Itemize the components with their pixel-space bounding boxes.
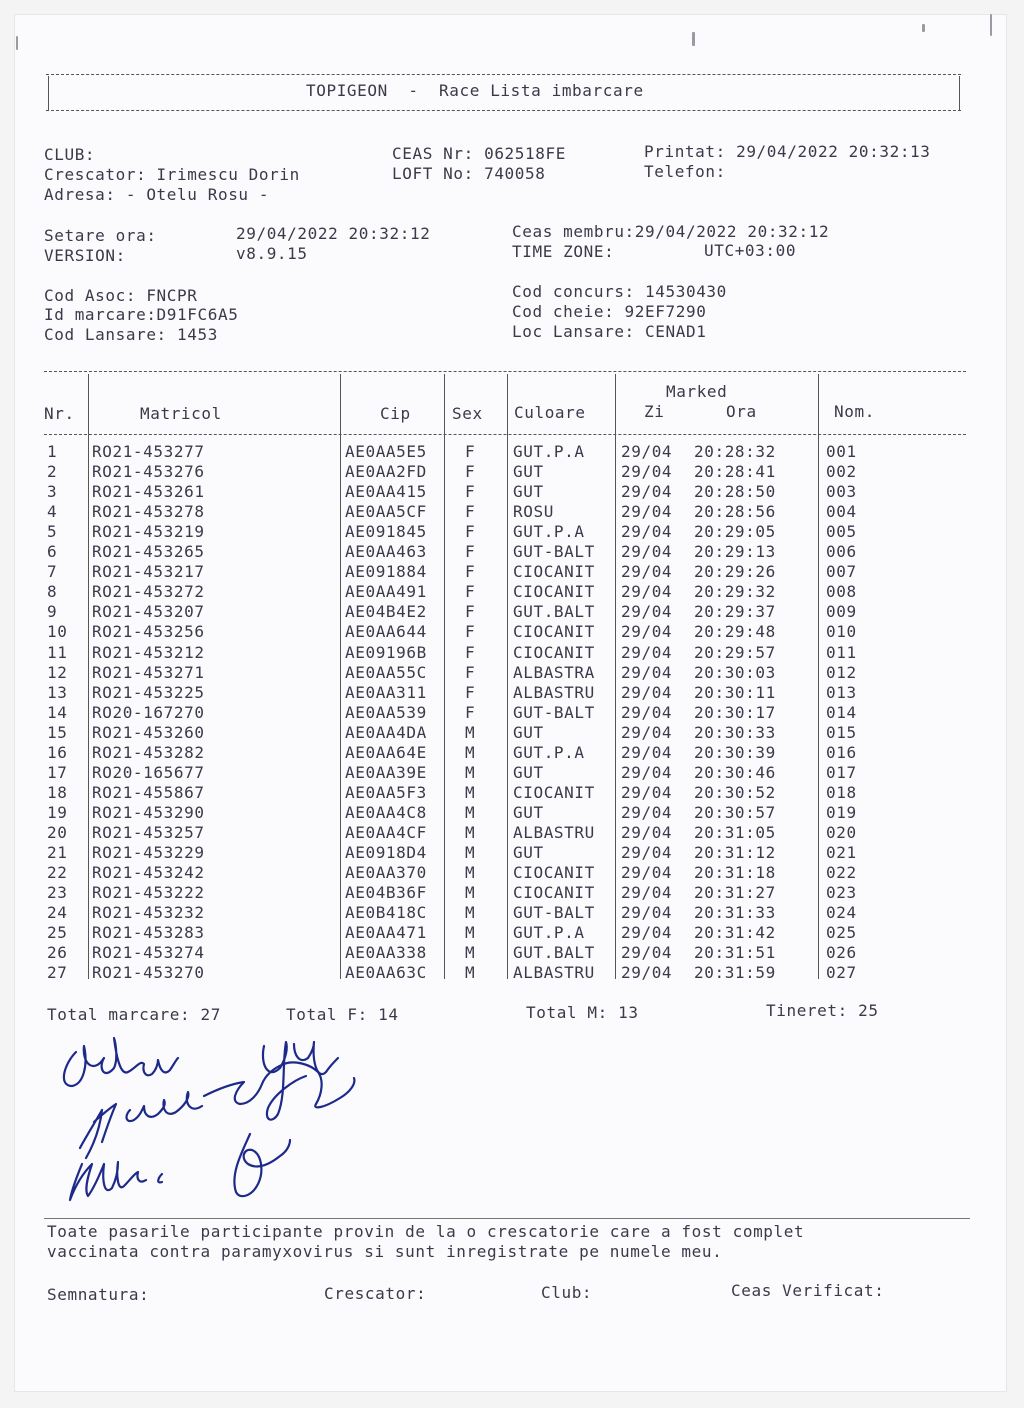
- cell-cip: AE0AA415: [345, 482, 427, 502]
- handwritten-signatures: [54, 1024, 374, 1214]
- cell-cip: AE0AA370: [345, 863, 427, 883]
- cell-zi: 29/04: [621, 562, 673, 582]
- header-left-border: [48, 76, 49, 110]
- cell-culoare: CIOCANIT: [513, 622, 595, 642]
- cell-sex: F: [465, 642, 476, 662]
- cell-matricol: RO21-453274: [92, 943, 205, 963]
- cell-cip: AE0B418C: [345, 903, 427, 923]
- table-row: [14, 582, 1007, 602]
- cell-ora: 20:29:26: [694, 562, 776, 582]
- cell-nr: 3: [47, 482, 58, 502]
- cell-sex: M: [465, 943, 476, 963]
- table-top-rule: [44, 371, 966, 372]
- crescator-info: Crescator: Irimescu Dorin: [44, 165, 300, 184]
- table-row: [14, 803, 1007, 823]
- col-header-cip: Cip: [380, 404, 411, 423]
- cell-culoare: CIOCANIT: [513, 642, 595, 662]
- cell-matricol: RO21-453276: [92, 462, 205, 482]
- col-header-nr: Nr.: [44, 404, 75, 423]
- cell-culoare: GUT.P.A: [513, 522, 585, 542]
- cell-zi: 29/04: [621, 542, 673, 562]
- cell-sex: M: [465, 822, 476, 842]
- cell-culoare: GUT: [513, 722, 544, 742]
- cell-culoare: CIOCANIT: [513, 582, 595, 602]
- cell-ora: 20:28:41: [694, 462, 776, 482]
- time-zone-value: UTC+03:00: [704, 241, 797, 260]
- cell-sex: F: [465, 462, 476, 482]
- cell-culoare: ROSU: [513, 502, 554, 522]
- cell-nom: 008: [826, 582, 857, 602]
- cell-cip: AE091884: [345, 562, 427, 582]
- cell-culoare: GUT.BALT: [513, 943, 595, 963]
- cell-nr: 14: [47, 702, 68, 722]
- cell-ora: 20:31:33: [694, 903, 776, 923]
- cell-nr: 7: [47, 562, 58, 582]
- cell-ora: 20:30:57: [694, 802, 776, 822]
- cell-matricol: RO21-453229: [92, 843, 205, 862]
- setare-ora-value: 29/04/2022 20:32:12: [236, 224, 431, 243]
- cell-sex: M: [465, 742, 476, 762]
- crescator-label: Crescator:: [324, 1284, 427, 1303]
- cell-matricol: RO21-453283: [92, 923, 205, 943]
- cell-nr: 11: [47, 642, 68, 662]
- ceas-verificat-label: Ceas Verificat:: [731, 1281, 885, 1300]
- cell-ora: 20:30:03: [694, 662, 776, 682]
- cell-zi: 29/04: [621, 662, 673, 682]
- cell-matricol: RO21-453261: [92, 482, 205, 502]
- cell-matricol: RO21-453217: [92, 562, 205, 582]
- cell-zi: 29/04: [621, 943, 673, 963]
- cell-cip: AE0AA63C: [345, 963, 427, 983]
- cell-cip: AE0AA4C8: [345, 802, 427, 822]
- cell-nr: 6: [47, 542, 58, 562]
- header-title: TOPIGEON - Race Lista imbarcare: [306, 81, 644, 100]
- cell-nom: 015: [826, 722, 857, 742]
- col-header-zi: Zi: [644, 402, 665, 421]
- cell-sex: F: [465, 542, 476, 562]
- table-row: [14, 622, 1007, 642]
- cell-ora: 20:29:37: [694, 602, 776, 622]
- cell-culoare: GUT.P.A: [513, 923, 585, 943]
- cell-nom: 021: [826, 843, 857, 862]
- header-right-border: [959, 76, 960, 110]
- cell-nom: 012: [826, 662, 857, 682]
- table-row: [14, 963, 1007, 983]
- cell-culoare: CIOCANIT: [513, 562, 595, 582]
- cell-matricol: RO21-453290: [92, 802, 205, 822]
- cell-nr: 22: [47, 863, 68, 883]
- cell-ora: 20:30:46: [694, 762, 776, 782]
- cell-sex: F: [465, 522, 476, 542]
- cell-matricol: RO21-453272: [92, 582, 205, 602]
- time-zone-label: TIME ZONE:: [512, 242, 615, 261]
- table-row: [14, 743, 1007, 763]
- table-row: [14, 723, 1007, 743]
- printat: Printat: 29/04/2022 20:32:13: [644, 142, 931, 161]
- cell-sex: M: [465, 802, 476, 822]
- cell-culoare: ALBASTRA: [513, 662, 595, 682]
- cell-cip: AE0AA5CF: [345, 502, 427, 522]
- cell-nr: 5: [47, 522, 58, 542]
- cell-nr: 24: [47, 903, 68, 923]
- table-row: [14, 703, 1007, 723]
- table-row: [14, 542, 1007, 562]
- cell-zi: 29/04: [621, 622, 673, 642]
- cell-culoare: GUT: [513, 843, 544, 862]
- cell-zi: 29/04: [621, 963, 673, 983]
- cell-ora: 20:29:13: [694, 542, 776, 562]
- cell-sex: M: [465, 843, 476, 862]
- cell-zi: 29/04: [621, 822, 673, 842]
- cell-zi: 29/04: [621, 762, 673, 782]
- cell-zi: 29/04: [621, 462, 673, 482]
- table-row: [14, 482, 1007, 502]
- col-header-nom: Nom.: [834, 402, 875, 421]
- cell-ora: 20:28:50: [694, 482, 776, 502]
- cell-matricol: RO21-453282: [92, 742, 205, 762]
- cell-matricol: RO21-455867: [92, 782, 205, 802]
- cell-nom: 004: [826, 502, 857, 522]
- cell-matricol: RO21-453270: [92, 963, 205, 983]
- cell-ora: 20:31:59: [694, 963, 776, 983]
- cell-sex: F: [465, 482, 476, 502]
- cell-ora: 20:31:05: [694, 822, 776, 842]
- cell-nom: 006: [826, 542, 857, 562]
- cell-matricol: RO21-453222: [92, 883, 205, 903]
- cell-sex: M: [465, 762, 476, 782]
- cell-nom: 014: [826, 702, 857, 722]
- cell-ora: 20:31:27: [694, 883, 776, 903]
- cell-sex: F: [465, 662, 476, 682]
- cell-nom: 005: [826, 522, 857, 542]
- cell-zi: 29/04: [621, 482, 673, 502]
- cod-asoc: Cod Asoc: FNCPR: [44, 286, 198, 305]
- cell-nr: 21: [47, 843, 68, 862]
- cell-cip: AE0AA39E: [345, 762, 427, 782]
- cell-sex: M: [465, 963, 476, 983]
- cell-nr: 18: [47, 782, 68, 802]
- statement-line-1: Toate pasarile participante provin de la o crescatorie care a fost complet: [47, 1222, 805, 1241]
- table-row: [14, 823, 1007, 843]
- cell-nr: 9: [47, 602, 58, 622]
- table-row: [14, 783, 1007, 803]
- scan-speck: [16, 36, 18, 50]
- table-row: [14, 643, 1007, 663]
- cell-matricol: RO21-453277: [92, 442, 205, 461]
- header-bottom-rule: [46, 110, 961, 111]
- cell-nom: 007: [826, 562, 857, 582]
- cell-nr: 23: [47, 883, 68, 903]
- cell-culoare: GUT: [513, 482, 544, 502]
- cell-cip: AE0AA4CF: [345, 822, 427, 842]
- total-f: Total F: 14: [286, 1005, 399, 1024]
- cell-nom: 001: [826, 442, 857, 461]
- cell-ora: 20:30:17: [694, 702, 776, 722]
- table-row: [14, 562, 1007, 582]
- cell-zi: 29/04: [621, 502, 673, 522]
- cell-nr: 16: [47, 742, 68, 762]
- version-label: VERSION:: [44, 246, 126, 265]
- cell-sex: M: [465, 863, 476, 883]
- cell-sex: M: [465, 903, 476, 923]
- cell-zi: 29/04: [621, 442, 673, 461]
- cell-ora: 20:31:12: [694, 843, 776, 862]
- cell-nom: 011: [826, 642, 857, 662]
- cell-culoare: CIOCANIT: [513, 782, 595, 802]
- col-header-culoare: Culoare: [514, 403, 586, 422]
- cell-cip: AE0AA539: [345, 702, 427, 722]
- cell-nr: 15: [47, 722, 68, 742]
- cell-cip: AE0AA644: [345, 622, 427, 642]
- cell-culoare: GUT: [513, 762, 544, 782]
- cell-sex: F: [465, 582, 476, 602]
- cell-nom: 025: [826, 923, 857, 943]
- cell-nom: 018: [826, 782, 857, 802]
- header-top-rule: [46, 74, 961, 75]
- cell-zi: 29/04: [621, 522, 673, 542]
- table-row: [14, 442, 1007, 462]
- cell-matricol: RO21-453265: [92, 542, 205, 562]
- col-header-sex: Sex: [452, 404, 483, 423]
- cell-cip: AE0AA55C: [345, 662, 427, 682]
- cell-ora: 20:30:33: [694, 722, 776, 742]
- table-row: [14, 763, 1007, 783]
- cell-cip: AE04B36F: [345, 883, 427, 903]
- cell-ora: 20:29:05: [694, 522, 776, 542]
- cell-sex: M: [465, 782, 476, 802]
- cell-matricol: RO21-453219: [92, 522, 205, 542]
- cell-nom: 026: [826, 943, 857, 963]
- cell-matricol: RO21-453242: [92, 863, 205, 883]
- cell-matricol: RO21-453207: [92, 602, 205, 622]
- cell-matricol: RO21-453271: [92, 662, 205, 682]
- cell-zi: 29/04: [621, 843, 673, 862]
- cell-cip: AE0918D4: [345, 843, 427, 862]
- cell-culoare: GUT: [513, 462, 544, 482]
- cell-nr: 2: [47, 462, 58, 482]
- table-row: [14, 923, 1007, 943]
- cell-nom: 027: [826, 963, 857, 983]
- cell-cip: AE0AA64E: [345, 742, 427, 762]
- cell-culoare: GUT.P.A: [513, 442, 585, 461]
- setare-ora-label: Setare ora:: [44, 226, 157, 245]
- cell-nom: 020: [826, 822, 857, 842]
- document-page: [14, 14, 1007, 1392]
- cell-culoare: GUT.P.A: [513, 742, 585, 762]
- col-header-marked: Marked: [666, 382, 728, 401]
- cell-nr: 4: [47, 502, 58, 522]
- cell-culoare: GUT-BALT: [513, 903, 595, 923]
- cell-ora: 20:29:57: [694, 642, 776, 662]
- ceas-membru: Ceas membru:29/04/2022 20:32:12: [512, 222, 830, 241]
- cell-matricol: RO21-453257: [92, 822, 205, 842]
- cell-nom: 013: [826, 682, 857, 702]
- table-row: [14, 663, 1007, 683]
- scan-speck: [922, 24, 925, 32]
- cell-cip: AE0AA471: [345, 923, 427, 943]
- total-m: Total M: 13: [526, 1003, 639, 1022]
- tineret: Tineret: 25: [766, 1001, 879, 1020]
- cell-nr: 10: [47, 622, 68, 642]
- cell-cip: AE04B4E2: [345, 602, 427, 622]
- loft-no: LOFT No: 740058: [392, 164, 546, 183]
- cell-ora: 20:29:48: [694, 622, 776, 642]
- cell-nom: 017: [826, 762, 857, 782]
- cell-sex: F: [465, 602, 476, 622]
- cell-cip: AE0AA463: [345, 542, 427, 562]
- cell-cip: AE0AA491: [345, 582, 427, 602]
- cell-zi: 29/04: [621, 782, 673, 802]
- cell-sex: F: [465, 702, 476, 722]
- cell-ora: 20:30:39: [694, 742, 776, 762]
- cell-cip: AE09196B: [345, 642, 427, 662]
- cell-sex: F: [465, 502, 476, 522]
- table-row: [14, 883, 1007, 903]
- col-header-ora: Ora: [726, 402, 757, 421]
- table-row: [14, 602, 1007, 622]
- scan-speck: [692, 32, 695, 46]
- cell-sex: F: [465, 682, 476, 702]
- table-row: [14, 843, 1007, 863]
- cell-nom: 016: [826, 742, 857, 762]
- cell-sex: F: [465, 442, 476, 461]
- cell-cip: AE091845: [345, 522, 427, 542]
- cell-nom: 009: [826, 602, 857, 622]
- statement-line-2: vaccinata contra paramyxovirus si sunt inregistrate pe numele meu.: [47, 1242, 723, 1261]
- cell-culoare: CIOCANIT: [513, 883, 595, 903]
- table-row: [14, 683, 1007, 703]
- cell-nom: 010: [826, 622, 857, 642]
- cell-sex: M: [465, 883, 476, 903]
- cell-zi: 29/04: [621, 702, 673, 722]
- cell-zi: 29/04: [621, 903, 673, 923]
- cell-matricol: RO21-453212: [92, 642, 205, 662]
- cell-matricol: RO21-453260: [92, 722, 205, 742]
- cell-ora: 20:30:52: [694, 782, 776, 802]
- cod-concurs: Cod concurs: 14530430: [512, 282, 727, 301]
- cell-culoare: ALBASTRU: [513, 963, 595, 983]
- cell-cip: AE0AA311: [345, 682, 427, 702]
- club-label: CLUB:: [44, 145, 96, 164]
- cell-zi: 29/04: [621, 722, 673, 742]
- cell-matricol: RO21-453225: [92, 682, 205, 702]
- cell-zi: 29/04: [621, 582, 673, 602]
- table-row: [14, 502, 1007, 522]
- cell-ora: 20:30:11: [694, 682, 776, 702]
- id-marcare: Id marcare:D91FC6A5: [44, 305, 239, 324]
- cell-matricol: RO21-453232: [92, 903, 205, 923]
- cell-nr: 25: [47, 923, 68, 943]
- cell-zi: 29/04: [621, 802, 673, 822]
- table-header-rule: [44, 434, 966, 435]
- table-row: [14, 522, 1007, 542]
- table-row: [14, 943, 1007, 963]
- cell-sex: M: [465, 923, 476, 943]
- footer-rule: [44, 1218, 970, 1219]
- cell-culoare: GUT-BALT: [513, 542, 595, 562]
- cell-nr: 20: [47, 822, 68, 842]
- cell-cip: AE0AA2FD: [345, 462, 427, 482]
- cell-nom: 002: [826, 462, 857, 482]
- cell-ora: 20:31:51: [694, 943, 776, 963]
- cell-cip: AE0AA5E5: [345, 442, 427, 461]
- cell-sex: M: [465, 722, 476, 742]
- scan-speck: [990, 14, 992, 36]
- cell-sex: F: [465, 622, 476, 642]
- adresa-info: Adresa: - Otelu Rosu -: [44, 185, 270, 204]
- cell-nr: 17: [47, 762, 68, 782]
- cell-matricol: RO20-167270: [92, 702, 205, 722]
- cell-culoare: GUT-BALT: [513, 702, 595, 722]
- cell-ora: 20:31:18: [694, 863, 776, 883]
- semnatura-label: Semnatura:: [47, 1285, 150, 1304]
- cell-zi: 29/04: [621, 923, 673, 943]
- cell-culoare: ALBASTRU: [513, 682, 595, 702]
- cell-nr: 26: [47, 943, 68, 963]
- version-value: v8.9.15: [236, 244, 308, 263]
- club-footer-label: Club:: [541, 1283, 593, 1302]
- cell-ora: 20:29:32: [694, 582, 776, 602]
- cell-nom: 022: [826, 863, 857, 883]
- cell-culoare: CIOCANIT: [513, 863, 595, 883]
- table-row: [14, 863, 1007, 883]
- cell-ora: 20:28:56: [694, 502, 776, 522]
- cell-cip: AE0AA338: [345, 943, 427, 963]
- cod-cheie: Cod cheie: 92EF7290: [512, 302, 707, 321]
- table-row: [14, 903, 1007, 923]
- cell-nr: 13: [47, 682, 68, 702]
- cell-culoare: ALBASTRU: [513, 822, 595, 842]
- cell-zi: 29/04: [621, 682, 673, 702]
- cell-cip: AE0AA5F3: [345, 782, 427, 802]
- table-row: [14, 462, 1007, 482]
- total-marcare: Total marcare: 27: [47, 1005, 221, 1024]
- ceas-nr: CEAS Nr: 062518FE: [392, 144, 566, 163]
- cell-nr: 1: [47, 442, 58, 461]
- cell-nr: 8: [47, 582, 58, 602]
- cell-zi: 29/04: [621, 883, 673, 903]
- cell-culoare: GUT.BALT: [513, 602, 595, 622]
- cell-zi: 29/04: [621, 742, 673, 762]
- cell-nr: 19: [47, 802, 68, 822]
- cell-matricol: RO21-453256: [92, 622, 205, 642]
- cell-ora: 20:31:42: [694, 923, 776, 943]
- telefon: Telefon:: [644, 162, 726, 181]
- cell-matricol: RO21-453278: [92, 502, 205, 522]
- cell-nom: 023: [826, 883, 857, 903]
- cell-nom: 024: [826, 903, 857, 923]
- col-header-matricol: Matricol: [140, 404, 222, 423]
- cell-cip: AE0AA4DA: [345, 722, 427, 742]
- cell-culoare: GUT: [513, 802, 544, 822]
- cell-nom: 019: [826, 802, 857, 822]
- cell-matricol: RO20-165677: [92, 762, 205, 782]
- loc-lansare: Loc Lansare: CENAD1: [512, 322, 707, 341]
- cell-zi: 29/04: [621, 602, 673, 622]
- cell-nr: 27: [47, 963, 68, 983]
- cell-zi: 29/04: [621, 642, 673, 662]
- cell-nr: 12: [47, 662, 68, 682]
- cell-ora: 20:28:32: [694, 442, 776, 461]
- cell-zi: 29/04: [621, 863, 673, 883]
- cod-lansare: Cod Lansare: 1453: [44, 325, 218, 344]
- cell-nom: 003: [826, 482, 857, 502]
- cell-sex: F: [465, 562, 476, 582]
